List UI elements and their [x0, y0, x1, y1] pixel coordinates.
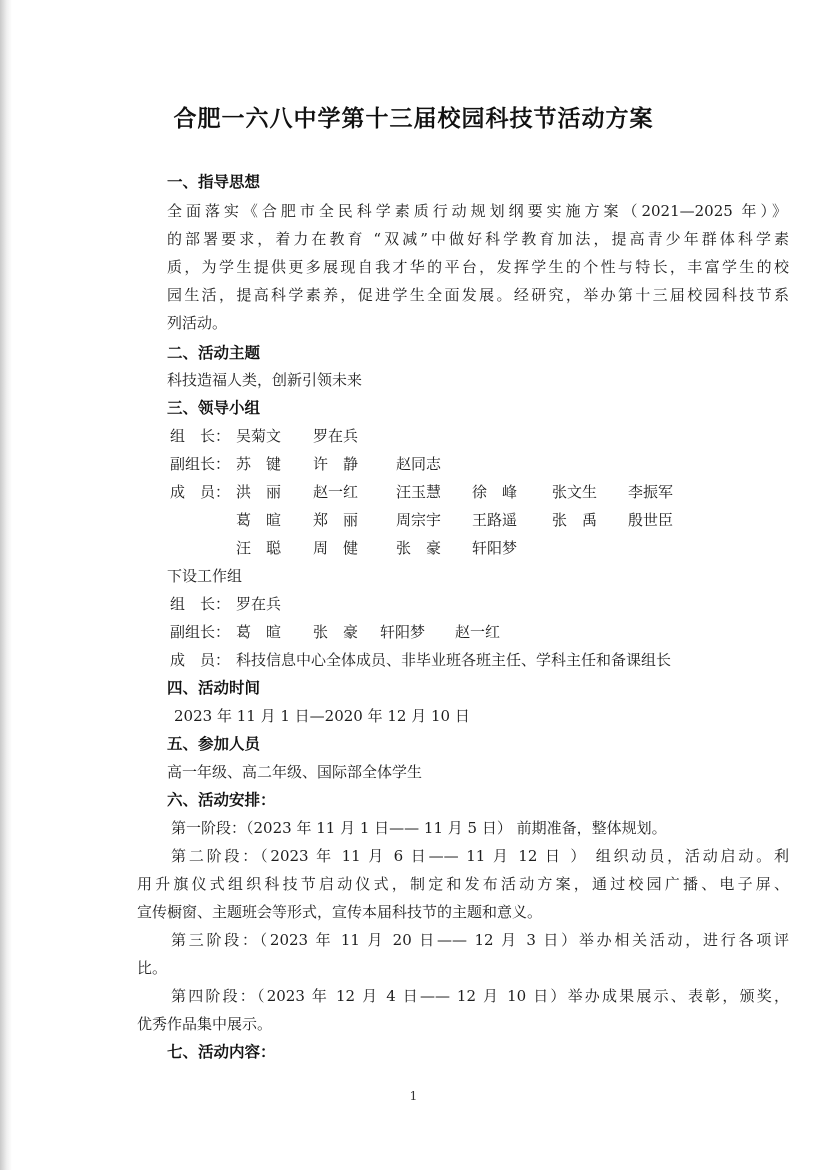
section-heading-content: 七、活动内容：: [167, 1043, 276, 1061]
section-heading-leadership: 三、领导小组: [167, 399, 261, 417]
leader-name: 吴菊文: [236, 427, 282, 445]
paragraph-line: 列活动。: [167, 314, 228, 332]
leader-label: 组 长：: [170, 427, 231, 445]
wg-leader-label: 组 长：: [170, 595, 231, 613]
section-heading-schedule: 六、活动安排：: [167, 791, 276, 809]
scan-edge: [0, 0, 12, 1170]
member-name: 张 禹: [552, 511, 598, 529]
wg-member-label: 成 员：: [170, 651, 231, 669]
member-name: 洪 丽: [236, 483, 282, 501]
phase-4-line: 第四阶段：（2023 年 12 月 4 日—— 12 月 10 日）举办成果展示、表彰，颁奖，: [171, 987, 789, 1005]
deputy-label: 副组长：: [170, 455, 231, 473]
section-heading-participants: 五、参加人员: [167, 735, 261, 753]
section-heading-theme: 二、活动主题: [167, 344, 261, 362]
wg-deputy-name: 葛 暄: [236, 623, 282, 641]
phase-1-text: 第一阶段：（2023 年 11 月 1 日—— 11 月 5 日） 前期准备，整体规划。: [171, 819, 667, 837]
member-name: 张 豪: [396, 539, 442, 557]
member-name: 李振军: [628, 483, 674, 501]
wg-deputy-label: 副组长：: [170, 623, 231, 641]
theme-text: 科技造福人类，创新引领未来: [167, 371, 363, 389]
member-name: 轩阳梦: [472, 539, 518, 557]
time-text: 2023 年 11 月 1 日—2020 年 12 月 10 日: [174, 707, 470, 725]
participants-text: 高一年级、高二年级、国际部全体学生: [167, 763, 423, 781]
page-number: 1: [409, 1089, 418, 1103]
wg-deputy-name: 赵一红: [455, 623, 501, 641]
paragraph-line: 全面落实《合肥市全民科学素质行动规划纲要实施方案（2021—2025 年）》: [167, 202, 787, 220]
leader-name: 罗在兵: [313, 427, 359, 445]
wg-deputy-name: 张 豪: [313, 623, 359, 641]
phase-3-line: 比。: [137, 959, 168, 977]
phase-2-line: 第二阶段：（2023 年 11 月 6 日—— 11 月 12 日 ） 组织动员，活动启动。利: [171, 847, 789, 865]
deputy-name: 许 静: [313, 455, 359, 473]
phase-2-line: 宣传橱窗、主题班会等形式，宣传本届科技节的主题和意义。: [137, 903, 543, 921]
wg-deputy-name: 轩阳梦: [380, 623, 426, 641]
member-name: 郑 丽: [313, 511, 359, 529]
paragraph-line: 质，为学生提供更多展现自我才华的平台，发挥学生的个性与特长，丰富学生的校: [167, 258, 789, 276]
phase-2-line: 用升旗仪式组织科技节启动仪式，制定和发布活动方案，通过校园广播、电子屏、: [137, 875, 789, 893]
member-name: 汪 聪: [236, 539, 282, 557]
phase-4-line: 优秀作品集中展示。: [137, 1015, 273, 1033]
phase-3-line: 第三阶段：（2023 年 11 月 20 日—— 12 月 3 日）举办相关活动，进行各项评: [171, 931, 789, 949]
wg-member-text: 科技信息中心全体成员、非毕业班各班主任、学科主任和备课组长: [236, 651, 672, 669]
member-name: 徐 峰: [472, 483, 518, 501]
member-name: 张文生: [552, 483, 598, 501]
member-name: 殷世臣: [628, 511, 674, 529]
member-label: 成 员：: [170, 483, 231, 501]
section-heading-guiding-thought: 一、指导思想: [167, 173, 261, 191]
member-name: 王路遥: [472, 511, 518, 529]
work-group-title: 下设工作组: [167, 567, 243, 585]
deputy-name: 赵同志: [396, 455, 442, 473]
member-name: 周宗宇: [396, 511, 442, 529]
deputy-name: 苏 键: [236, 455, 282, 473]
member-name: 周 健: [313, 539, 359, 557]
section-heading-time: 四、活动时间: [167, 679, 261, 697]
wg-leader-name: 罗在兵: [236, 595, 282, 613]
page-title: 合肥一六八中学第十三届校园科技节活动方案: [173, 106, 654, 132]
paragraph-line: 的部署要求，着力在教育 “双减”中做好科学教育加法，提高青少年群体科学素: [167, 230, 789, 248]
member-name: 汪玉慧: [396, 483, 442, 501]
paragraph-line: 园生活，提高科学素养，促进学生全面发展。经研究，举办第十三届校园科技节系: [167, 286, 789, 304]
member-name: 赵一红: [313, 483, 359, 501]
member-name: 葛 暄: [236, 511, 282, 529]
